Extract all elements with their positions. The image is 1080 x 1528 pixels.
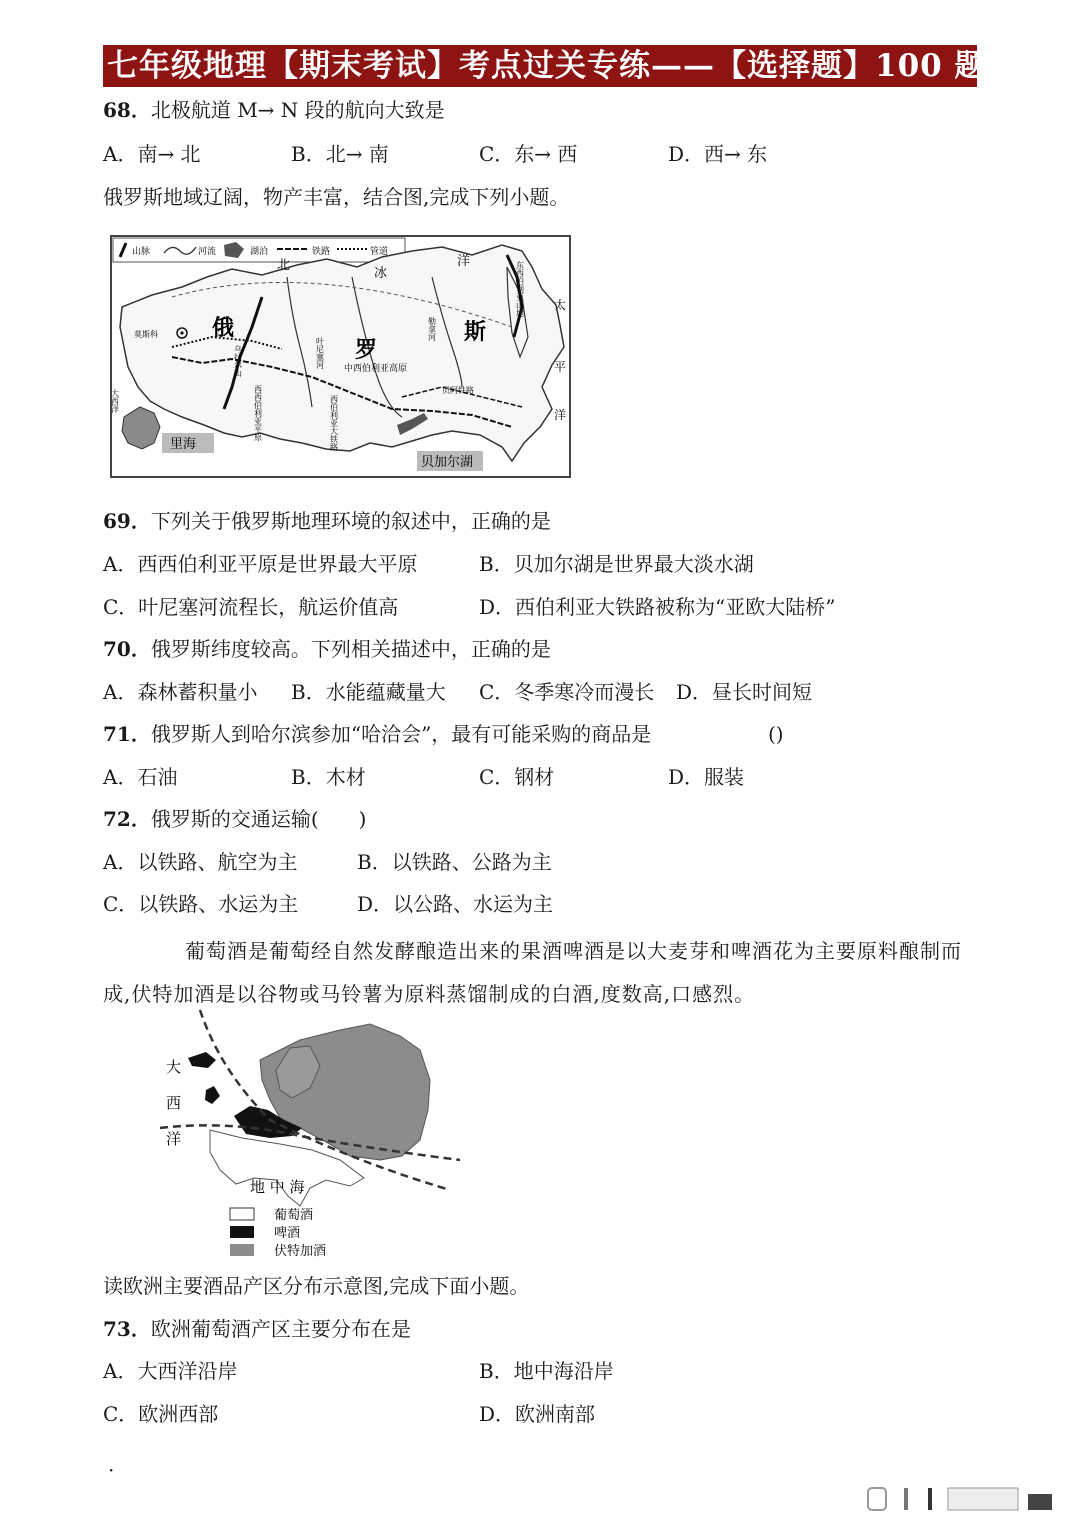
option-b: B．地中海沿岸	[479, 1359, 614, 1383]
question-69	[103, 507, 551, 535]
wine-paragraph-text: 葡萄酒是葡萄经自然发酵酿造出来的果酒啤酒是以大麦芽和啤酒花为主要原料酿制而成,伏特加酒是以谷物或马铃薯为原料蒸馏制成的白酒,度数高,口感烈。	[103, 939, 962, 1006]
option-a: A．石油	[103, 765, 178, 789]
label-pacific-ping: 平	[554, 360, 567, 374]
legend-vodka: 伏特加酒	[274, 1244, 327, 1259]
label-caspian: 里海	[170, 437, 197, 452]
question-number: 70．	[103, 637, 151, 661]
label-north: 北	[277, 258, 291, 273]
label-yenisei: 叶尼塞河	[315, 337, 325, 369]
question-number: 68．	[103, 98, 151, 122]
option-a: A．西西伯利亚平原是世界最大平原	[103, 552, 418, 576]
answer-parenthesis: ()	[768, 722, 784, 746]
question-number: 72．	[103, 807, 151, 831]
label-bam: 贝阿铁路	[442, 386, 474, 395]
label-pacific-yang: 洋	[554, 408, 567, 422]
option-b: B．木材	[291, 765, 366, 789]
option-b: B．北→ 南	[291, 142, 389, 166]
question-stem: 下列关于俄罗斯地理环境的叙述中，正确的是	[150, 509, 551, 533]
option-b: B．以铁路、公路为主	[357, 850, 552, 874]
legend-river: 河流	[198, 247, 217, 257]
label-moscow: 莫斯科	[134, 330, 158, 339]
label-atlantic: 大西洋	[110, 389, 120, 413]
option-d: D．西→ 东	[668, 142, 768, 166]
option-d: D．昼长时间短	[676, 680, 813, 704]
legend-beer: 啤酒	[274, 1226, 301, 1241]
option-d: D．欧洲南部	[479, 1402, 596, 1426]
option-a: A．森林蓄积量小	[103, 680, 258, 704]
label-si: 斯	[464, 319, 487, 345]
question-73	[103, 1315, 411, 1343]
legend-mountain: 山脉	[132, 247, 151, 257]
option-b: B．水能蕴藏量大	[291, 680, 446, 704]
question-stem: 俄罗斯的交通运输( )	[150, 807, 367, 831]
footer-dot: ·	[108, 1458, 115, 1482]
option-c: C．东→ 西	[479, 142, 578, 166]
question-number: 73．	[103, 1317, 151, 1341]
label-east-mountains: 东西伯利亚山地	[515, 261, 525, 317]
option-c: C．冬季寒冷而漫长	[479, 680, 655, 704]
question-number: 69．	[103, 509, 151, 533]
option-d: D．以公路、水运为主	[357, 892, 554, 916]
question-number: 71．	[103, 722, 151, 746]
option-a: A．大西洋沿岸	[103, 1359, 238, 1383]
option-d: D．服装	[668, 765, 745, 789]
label-bing: 冰	[374, 266, 388, 281]
label-mediterranean: 地 中 海	[250, 1178, 305, 1196]
question-72	[103, 805, 366, 833]
question-68	[103, 96, 445, 124]
label-ural: 乌拉尔山	[233, 345, 243, 377]
question-70	[103, 635, 551, 663]
label-luo: 罗	[355, 337, 378, 363]
label-atlantic-yang: 洋	[166, 1130, 182, 1148]
page-scroll-indicator	[868, 1484, 1058, 1514]
legend-wine: 葡萄酒	[274, 1208, 314, 1223]
option-c: C．钢材	[479, 765, 555, 789]
europe-intro: 读欧洲主要酒品产区分布示意图,完成下面小题。	[103, 1274, 530, 1298]
label-lena: 勒拿河	[427, 317, 437, 341]
label-atlantic-xi: 西	[166, 1094, 182, 1112]
question-71	[103, 720, 651, 748]
option-d: D．西伯利亚大铁路被称为“亚欧大陆桥”	[479, 595, 836, 619]
legend-pipeline: 管道	[370, 247, 389, 257]
europe-liquor-map	[150, 1010, 470, 1260]
option-c: C．以铁路、水运为主	[103, 892, 299, 916]
russia-map	[110, 235, 571, 478]
question-stem: 俄罗斯纬度较高。下列相关描述中，正确的是	[150, 637, 551, 661]
label-atlantic-da: 大	[166, 1058, 182, 1076]
label-railway: 西伯利亚大铁路	[329, 395, 339, 451]
legend-lake: 湖泊	[250, 247, 269, 257]
label-plateau: 中西伯利亚高原	[344, 364, 408, 374]
option-b: B．贝加尔湖是世界最大淡水湖	[479, 552, 754, 576]
question-stem: 俄罗斯人到哈尔滨参加“哈洽会”，最有可能采购的商品是	[150, 722, 652, 746]
label-baikal: 贝加尔湖	[421, 455, 474, 470]
label-pacific-tai: 太	[554, 298, 567, 312]
wine-paragraph	[103, 930, 975, 1016]
option-c: C．叶尼塞河流程长，航运价值高	[103, 595, 399, 619]
page-title-banner: 七年级地理【期末考试】考点过关专练——【选择题】100 题	[103, 45, 977, 87]
label-west-plain: 西西伯利亚平原	[253, 385, 263, 441]
option-a: A．以铁路、航空为主	[103, 850, 298, 874]
legend-railway: 铁路	[312, 247, 331, 257]
option-a: A．南→ 北	[103, 142, 201, 166]
label-yang: 洋	[457, 254, 471, 269]
russia-intro: 俄罗斯地域辽阔，物产丰富，结合图,完成下列小题。	[103, 185, 570, 209]
question-stem: 北极航道 M→ N 段的航向大致是	[150, 98, 445, 122]
question-stem: 欧洲葡萄酒产区主要分布在是	[150, 1317, 411, 1341]
option-c: C．欧洲西部	[103, 1402, 219, 1426]
label-e: 俄	[212, 315, 235, 341]
